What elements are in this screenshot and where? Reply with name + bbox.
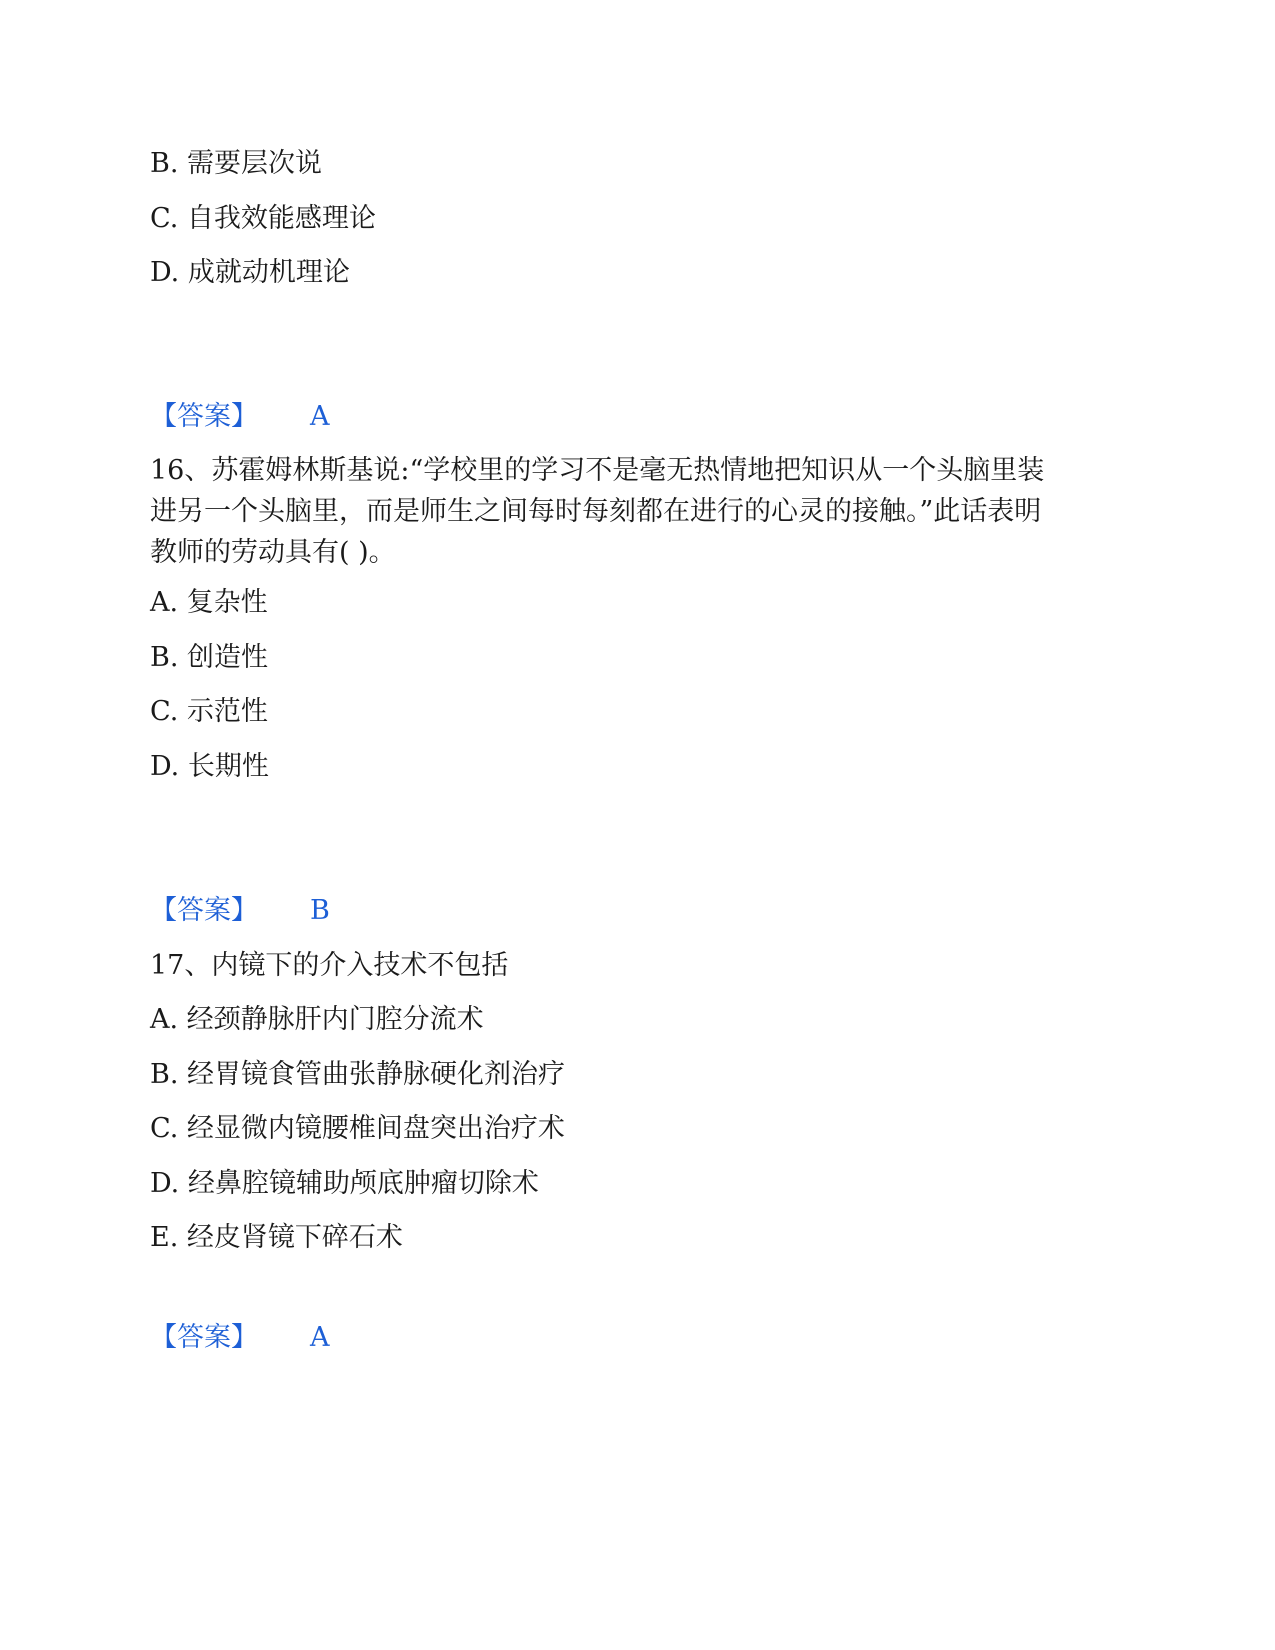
q15-option-c: C. 自我效能感理论 [150, 203, 376, 234]
q17-option-b: B. 经胃镜食管曲张静脉硬化剂治疗 [150, 1059, 566, 1090]
q15-option-b: B. 需要层次说 [150, 148, 323, 179]
q16-option-c: C. 示范性 [150, 696, 268, 727]
q16-stem-line: 进另一个头脑里，而是师生之间每时每刻都在进行的心灵的接触。”此话表明 [150, 496, 1042, 527]
q16-option-b: B. 创造性 [150, 642, 269, 673]
q16-answer-value: B [310, 895, 330, 926]
q16-answer-label: 【答案】 [150, 895, 258, 926]
q17-option-e: E. 经皮肾镜下碎石术 [150, 1222, 403, 1253]
q17-answer [150, 1324, 330, 1351]
q16-stem [150, 450, 1130, 573]
q15-option-d: D. 成就动机理论 [150, 257, 350, 288]
q17-option-d: D. 经鼻腔镜辅助颅底肿瘤切除术 [150, 1168, 539, 1199]
q17-option-c: C. 经显微内镜腰椎间盘突出治疗术 [150, 1113, 565, 1144]
q16-answer [150, 897, 330, 924]
q15-answer-value: A [310, 401, 330, 432]
q17-answer-label: 【答案】 [150, 1322, 258, 1353]
q17-stem: 17、内镜下的介入技术不包括 [150, 950, 509, 981]
q16-stem-line: 教师的劳动具有( )。 [150, 537, 396, 568]
q16-stem-line: 16、苏霍姆林斯基说:“学校里的学习不是毫无热情地把知识从一个头脑里装 [150, 455, 1045, 486]
q16-option-d: D. 长期性 [150, 751, 269, 782]
q17-option-a: A. 经颈静脉肝内门腔分流术 [150, 1004, 484, 1035]
q17-answer-value: A [310, 1322, 330, 1353]
q15-answer-label: 【答案】 [150, 401, 258, 432]
q15-answer [150, 403, 330, 430]
q16-option-a: A. 复杂性 [150, 587, 268, 618]
